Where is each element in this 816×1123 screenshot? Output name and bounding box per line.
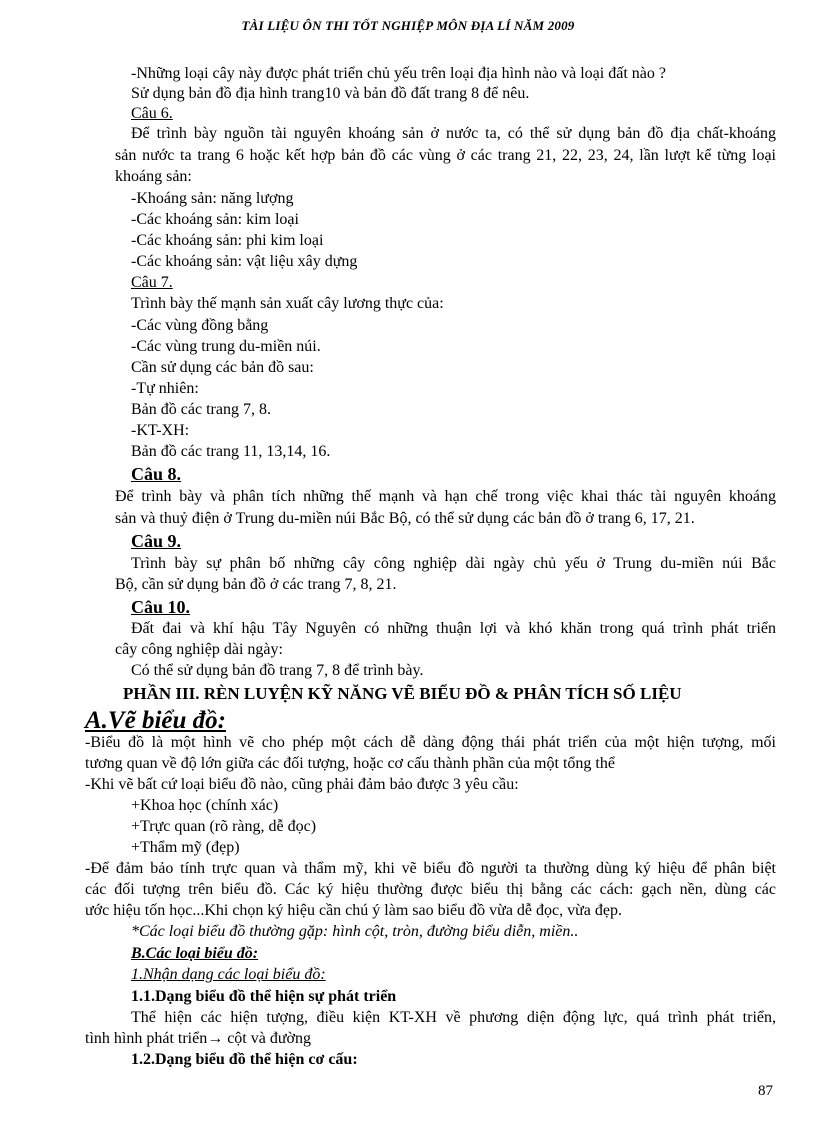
text-line: Trình bày thế mạnh sản xuất cây lương thực của:: [131, 295, 444, 312]
arrow-icon: →: [207, 1030, 224, 1047]
text-line: Sử dụng bản đồ địa hình trang10 và bản đồ đất trang 8 để nêu.: [131, 85, 530, 102]
part-3-heading: PHẦN III. RÈN LUYỆN KỸ NĂNG VẼ BIỂU ĐỒ & PHÂN TÍCH SỐ LIỆU: [123, 684, 682, 703]
page-header: TÀI LIỆU ÔN THI TỐT NGHIỆP MÔN ĐỊA LÍ NĂM 2009: [241, 18, 575, 33]
text-line: -Những loại cây này được phát triển chủ yếu trên loại địa hình nào và loại đất nào ?: [131, 65, 666, 82]
text-line: cây công nghiệp dài ngày:: [115, 641, 283, 658]
text-line: ước hiệu tốn học...Khi chọn ký hiệu cần chú ý làm sao biểu đồ vừa dễ đọc, vừa đẹp.: [85, 902, 622, 919]
text-span: tình hình phát triển: [85, 1030, 208, 1047]
list-item: +Thẩm mỹ (đẹp): [131, 839, 240, 856]
list-item: -Các vùng đồng bằng: [131, 317, 269, 334]
list-item: Bản đồ các trang 11, 13,14, 16.: [131, 443, 331, 460]
list-item: -Các khoáng sản: kim loại: [131, 211, 299, 228]
question-6-heading: Câu 6.: [131, 105, 173, 122]
text-line: sản nước ta trang 6 hoặc kết hợp bản đồ các vùng ở các trang 21, 22, 23, 24, lần lượt kể từng loại: [115, 147, 776, 164]
list-item: +Trực quan (rõ ràng, dễ đọc): [131, 818, 317, 835]
text-line: *Các loại biểu đồ thường gặp: hình cột, tròn, đường biểu diễn, miền..: [131, 923, 579, 940]
text-line: Cần sử dụng các bản đồ sau:: [131, 359, 314, 376]
text-line: [85, 1029, 311, 1049]
list-item: -KT-XH:: [131, 422, 190, 439]
page-number: 87: [758, 1083, 773, 1099]
text-span: cột và đường: [223, 1030, 311, 1047]
text-line: Có thể sử dụng bản đồ trang 7, 8 để trình bày.: [131, 662, 424, 679]
text-line: Để trình bày và phân tích những thế mạnh và hạn chế trong việc khai thác tài nguyên khoáng: [115, 488, 776, 505]
text-line: -Để đảm bảo tính trực quan và thẩm mỹ, khi vẽ biểu đồ người ta thường dùng ký hiệu để phân biệt: [85, 860, 776, 877]
text-line: khoáng sản:: [115, 168, 192, 185]
text-line: các đối tượng trên biểu đồ. Các ký hiệu thường được biểu thị bằng các cách: gạch nền, dùng các: [85, 881, 776, 898]
section-a-heading: A.Vẽ biểu đồ:: [85, 707, 226, 734]
subsection-1-2-heading: 1.2.Dạng biểu đồ thể hiện cơ cấu:: [131, 1051, 358, 1068]
text-line: sản và thuỷ điện ở Trung du-miền núi Bắc Bộ, có thể sử dụng các bản đồ ở trang 6, 17, 21.: [115, 510, 695, 527]
question-8-heading: Câu 8.: [131, 464, 182, 484]
question-9-heading: Câu 9.: [131, 531, 182, 551]
list-item: +Khoa học (chính xác): [131, 797, 279, 814]
text-line: Đất đai và khí hậu Tây Nguyên có những thuận lợi và khó khăn trong quá trình phát triển: [131, 620, 776, 637]
text-line: tương quan về độ lớn giữa các đối tượng, hoặc cơ cấu thành phần của một tổng thể: [85, 755, 615, 772]
subsection-1-1-heading: 1.1.Dạng biểu đồ thể hiện sự phát triển: [131, 988, 397, 1005]
list-item: -Các khoáng sản: vật liệu xây dựng: [131, 253, 358, 270]
list-item: -Các khoáng sản: phi kim loại: [131, 232, 324, 249]
section-b-heading: B.Các loại biểu đồ:: [131, 945, 259, 962]
text-line: Để trình bày nguồn tài nguyên khoáng sản ở nước ta, có thể sử dụng bản đồ địa chất-khoáng: [131, 125, 776, 142]
list-item: -Khoáng sản: năng lượng: [131, 190, 294, 207]
text-line: Bộ, cần sử dụng bản đồ ở các trang 7, 8, 21.: [115, 576, 397, 593]
text-line: Thể hiện các hiện tượng, điều kiện KT-XH về phương diện động lực, quá trình phát triển,: [131, 1009, 776, 1026]
question-7-heading: Câu 7.: [131, 274, 173, 291]
text-line: -Biểu đồ là một hình vẽ cho phép một cách dễ dàng động thái phát triển của một hiện tượng, mối: [85, 734, 776, 751]
question-10-heading: Câu 10.: [131, 597, 191, 617]
list-item: Bản đồ các trang 7, 8.: [131, 401, 271, 418]
text-line: Trình bày sự phân bố những cây công nghiệp dài ngày chủ yếu ở Trung du-miền núi Bắc: [131, 555, 776, 572]
subsection-1-heading: 1.Nhận dạng các loại biểu đồ:: [131, 966, 326, 983]
text-line: -Khi vẽ bất cứ loại biểu đồ nào, cũng phải đảm bảo được 3 yêu cầu:: [85, 776, 519, 793]
list-item: -Các vùng trung du-miền núi.: [131, 338, 321, 355]
list-item: -Tự nhiên:: [131, 380, 199, 397]
